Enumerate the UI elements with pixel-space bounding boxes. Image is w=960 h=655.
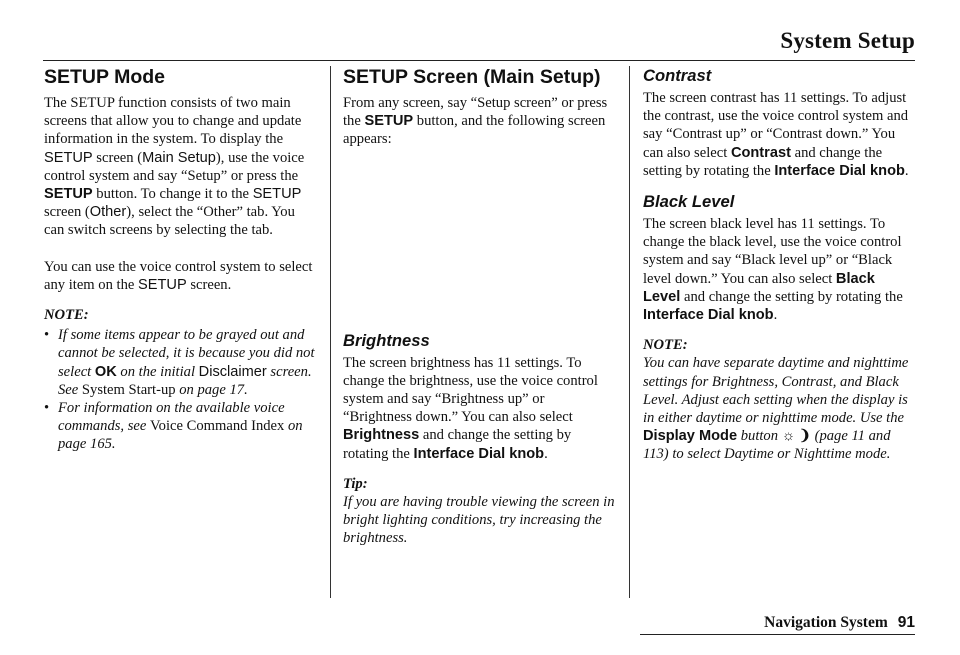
- key-black-level: Black Level: [643, 270, 875, 305]
- text: For information on the available voice commands, see: [58, 400, 285, 435]
- text: button, and the following screen appears:: [343, 113, 606, 148]
- key-ok: OK: [94, 363, 117, 380]
- text: .: [904, 162, 909, 179]
- key-disclaimer: Disclaimer: [198, 363, 267, 380]
- text: (page 11 and 113) to select Daytime or Nighttime mode.: [643, 428, 891, 463]
- column-setup-screen: [343, 66, 615, 548]
- voice-control-paragraph: [44, 258, 316, 294]
- key-brightness: Brightness: [343, 427, 420, 444]
- sub-heading-brightness: Brightness: [343, 330, 430, 350]
- text: You can use the voice control system to select any item on the: [44, 258, 313, 293]
- text: screen (: [92, 149, 143, 166]
- page-footer: [764, 614, 915, 632]
- text: You can have separate daytime and nighttime settings for Brightness, Contrast, and Black Level. Adjust each setting when the display is in either daytime or nighttime mode. Use the: [643, 355, 909, 427]
- note-item: [44, 399, 316, 454]
- black-level-paragraph: [643, 215, 915, 324]
- key-interface-dial-knob: Interface Dial knob: [774, 162, 905, 179]
- page-number: 91: [897, 614, 915, 631]
- screen-image-area: [343, 149, 615, 331]
- column-contrast-black: [643, 66, 915, 464]
- text: on page 17.: [175, 381, 248, 398]
- text: The screen brightness has 11 settings. To change the brightness, use the voice control system and say “Brightness up” or “Brightness down.” You can also select: [343, 354, 598, 426]
- text: and change the setting by rotating the: [343, 427, 572, 462]
- setup-mode-paragraph: [44, 94, 316, 240]
- reference-voice-command-index: Voice Command Index: [150, 418, 285, 435]
- footer-divider: [640, 634, 915, 635]
- text: From any screen, say “Setup screen” or press the: [343, 95, 608, 130]
- note-item: [44, 326, 316, 399]
- text: ), use the voice control system and say “Setup” or press the: [44, 149, 305, 184]
- text: and change the setting by rotating the: [680, 288, 903, 305]
- note-label: NOTE:: [643, 337, 688, 354]
- page-title: System Setup: [780, 28, 915, 53]
- key-display-mode: Display Mode: [643, 428, 738, 445]
- text: .: [544, 445, 548, 462]
- text: screen (: [44, 204, 90, 221]
- text: screen.: [186, 276, 232, 293]
- key-setup: SETUP: [138, 276, 187, 293]
- section-heading-setup-screen: SETUP Screen (Main Setup): [343, 66, 601, 88]
- key-interface-dial-knob: Interface Dial knob: [413, 445, 545, 462]
- text: The screen contrast has 11 settings. To adjust the contrast, use the voice control system and say “Contrast up” or “Contrast down.” You can also select: [643, 90, 909, 161]
- column-divider-2: [629, 66, 630, 598]
- brightness-paragraph: [343, 354, 615, 463]
- key-other: Other: [89, 204, 127, 221]
- key-contrast: Contrast: [730, 144, 791, 161]
- text: and change the setting by rotating the: [643, 144, 883, 179]
- text: on the initial: [116, 363, 199, 380]
- sub-heading-black-level: Black Level: [643, 192, 735, 212]
- key-setup-button: SETUP: [44, 186, 93, 203]
- reference-system-start-up: System Start-up: [81, 381, 176, 398]
- text: button. To change it to the: [92, 186, 253, 203]
- title-divider: [43, 60, 915, 61]
- text: screen. See: [58, 363, 312, 398]
- note-label: NOTE:: [44, 307, 89, 324]
- key-main-setup: Main Setup: [142, 149, 216, 166]
- text: .: [773, 307, 778, 324]
- note-list: [44, 326, 316, 453]
- contrast-paragraph: [643, 89, 915, 180]
- text: If some items appear to be grayed out and cannot be selected, it is because you did not select: [58, 327, 315, 380]
- text: The screen black level has 11 settings. To change the black level, use the voice control system and say “Black level up” or “Black level down.” You can also select: [643, 216, 902, 287]
- setup-screen-paragraph: [343, 94, 615, 149]
- tip-text: If you are having trouble viewing the screen in bright lighting conditions, try increasing the brightness.: [343, 494, 615, 547]
- footer-label: Navigation System: [764, 614, 888, 631]
- section-heading-setup-mode: SETUP Mode: [44, 66, 165, 88]
- key-setup-button: SETUP: [364, 113, 414, 130]
- text: The SETUP function consists of two main screens that allow you to change and update information in the system. To display the: [44, 95, 302, 148]
- display-mode-note: [643, 354, 915, 463]
- text: ), select the “Other” tab. You can switch screens by selecting the tab.: [44, 204, 295, 239]
- key-setup: SETUP: [44, 149, 93, 166]
- key-interface-dial-knob: Interface Dial knob: [643, 307, 774, 324]
- text: on page 165.: [58, 418, 303, 453]
- display-mode-sun-icon: ☼ ❩: [781, 428, 811, 445]
- tip-label: Tip:: [343, 475, 368, 492]
- key-setup: SETUP: [252, 186, 302, 203]
- column-divider-1: [330, 66, 331, 598]
- sub-heading-contrast: Contrast: [643, 66, 712, 85]
- text: button: [737, 428, 782, 445]
- column-setup-mode: [44, 66, 316, 454]
